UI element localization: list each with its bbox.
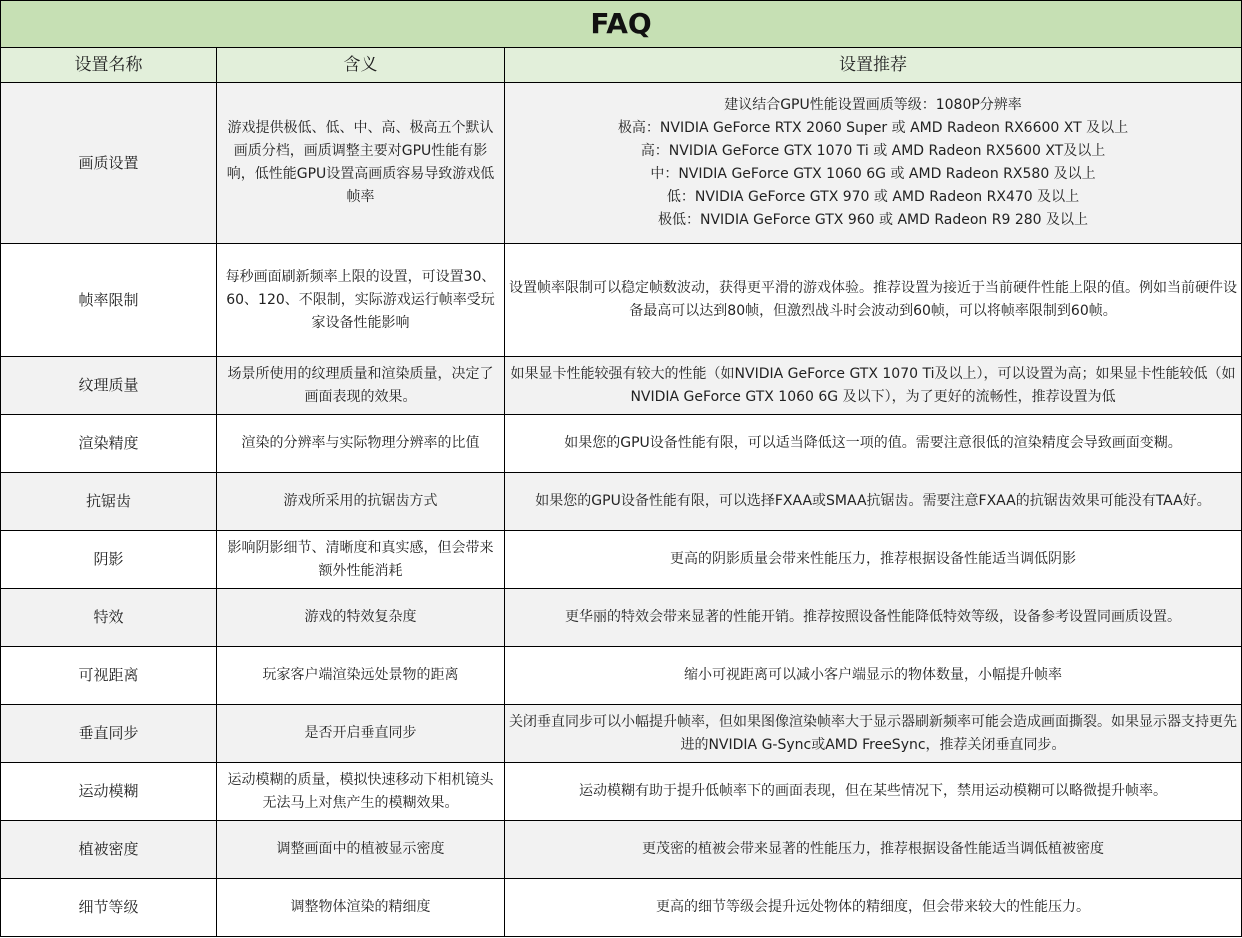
recommendation-line: 极低：NVIDIA GeForce GTX 960 或 AMD Radeon R9 280 及以上 [658, 212, 1089, 228]
recommendation-cell [505, 415, 1242, 473]
recommendation-cell [505, 244, 1242, 357]
recommendation-line: 如果显卡性能较强有较大的性能（如NVIDIA GeForce GTX 1070 Ti及以上），可以设置为高；如果显卡性能较低（如NVIDIA GeForce GTX 1060 6G 及以下），为了更好的流畅性，推荐设置为低 [510, 365, 1236, 405]
meaning-cell: 游戏提供极低、低、中、高、极高五个默认画质分档，画质调整主要对GPU性能有影响，低性能GPU设置高画质容易导致游戏低帧率 [217, 83, 505, 244]
header-meaning: 含义 [217, 48, 505, 83]
recommendation-cell [505, 763, 1242, 821]
setting-name-cell: 纹理质量 [1, 357, 217, 415]
recommendation-cell [505, 589, 1242, 647]
recommendation-line: 建议结合GPU性能设置画质等级：1080P分辨率 [724, 97, 1022, 113]
recommendation-cell [505, 647, 1242, 705]
recommendation-cell [505, 821, 1242, 879]
recommendation-line: 更高的阴影质量会带来性能压力，推荐根据设备性能适当调低阴影 [670, 551, 1077, 567]
recommendation-line: 运动模糊有助于提升低帧率下的画面表现，但在某些情况下，禁用运动模糊可以略微提升帧率。 [579, 783, 1168, 799]
meaning-cell: 调整画面中的植被显示密度 [217, 821, 505, 879]
recommendation-line: 如果您的GPU设备性能有限，可以选择FXAA或SMAA抗锯齿。需要注意FXAA的抗锯齿效果可能没有TAA好。 [535, 493, 1211, 509]
recommendation-line: 关闭垂直同步可以小幅提升帧率，但如果图像渲染帧率大于显示器刷新频率可能会造成画面撕裂。如果显示器支持更先进的NVIDIA G-Sync或AMD FreeSync，推荐关闭垂直同步。 [509, 713, 1238, 753]
table-row [1, 589, 1242, 647]
setting-name-cell: 阴影 [1, 531, 217, 589]
title-row [1, 1, 1242, 48]
setting-name-cell: 特效 [1, 589, 217, 647]
setting-name-cell: 植被密度 [1, 821, 217, 879]
meaning-cell: 渲染的分辨率与实际物理分辨率的比值 [217, 415, 505, 473]
table-row [1, 705, 1242, 763]
meaning-cell: 游戏的特效复杂度 [217, 589, 505, 647]
meaning-cell: 每秒画面刷新频率上限的设置，可设置30、60、120、不限制，实际游戏运行帧率受玩家设备性能影响 [217, 244, 505, 357]
setting-name-cell: 画质设置 [1, 83, 217, 244]
table-row [1, 763, 1242, 821]
header-recommendation: 设置推荐 [505, 48, 1242, 83]
setting-name-cell: 渲染精度 [1, 415, 217, 473]
recommendation-line: 更华丽的特效会带来显著的性能开销。推荐按照设备性能降低特效等级，设备参考设置同画质设置。 [565, 609, 1182, 625]
meaning-cell: 玩家客户端渲染远处景物的距离 [217, 647, 505, 705]
header-setting-name: 设置名称 [1, 48, 217, 83]
setting-name-cell: 运动模糊 [1, 763, 217, 821]
recommendation-cell [505, 473, 1242, 531]
meaning-cell: 是否开启垂直同步 [217, 705, 505, 763]
table-row [1, 647, 1242, 705]
recommendation-line: 高：NVIDIA GeForce GTX 1070 Ti 或 AMD Radeon RX5600 XT及以上 [640, 143, 1106, 159]
header-row [1, 48, 1242, 83]
table-row [1, 415, 1242, 473]
meaning-cell: 场景所使用的纹理质量和渲染质量，决定了画面表现的效果。 [217, 357, 505, 415]
recommendation-line: 缩小可视距离可以减小客户端显示的物体数量，小幅提升帧率 [684, 667, 1063, 683]
meaning-cell: 影响阴影细节、清晰度和真实感，但会带来额外性能消耗 [217, 531, 505, 589]
setting-name-cell: 可视距离 [1, 647, 217, 705]
recommendation-cell [505, 531, 1242, 589]
table-row [1, 821, 1242, 879]
recommendation-line: 中：NVIDIA GeForce GTX 1060 6G 或 AMD Radeon RX580 及以上 [650, 166, 1096, 182]
table-row [1, 244, 1242, 357]
recommendation-cell [505, 705, 1242, 763]
table-title: FAQ [1, 1, 1242, 48]
recommendation-line: 极高：NVIDIA GeForce RTX 2060 Super 或 AMD Radeon RX6600 XT 及以上 [617, 120, 1129, 136]
setting-name-cell: 垂直同步 [1, 705, 217, 763]
table-row [1, 357, 1242, 415]
table-row [1, 879, 1242, 937]
meaning-cell: 游戏所采用的抗锯齿方式 [217, 473, 505, 531]
recommendation-line: 低：NVIDIA GeForce GTX 970 或 AMD Radeon RX470 及以上 [666, 189, 1080, 205]
recommendation-cell [505, 83, 1242, 244]
meaning-cell: 运动模糊的质量，模拟快速移动下相机镜头无法马上对焦产生的模糊效果。 [217, 763, 505, 821]
recommendation-cell [505, 879, 1242, 937]
recommendation-cell [505, 357, 1242, 415]
meaning-cell: 调整物体渲染的精细度 [217, 879, 505, 937]
setting-name-cell: 帧率限制 [1, 244, 217, 357]
recommendation-line: 更高的细节等级会提升远处物体的精细度，但会带来较大的性能压力。 [656, 899, 1091, 915]
recommendation-line: 设置帧率限制可以稳定帧数波动，获得更平滑的游戏体验。推荐设置为接近于当前硬件性能上限的值。例如当前硬件设备最高可以达到80帧，但激烈战斗时会波动到60帧，可以将帧率限制到60帧。 [509, 280, 1238, 319]
recommendation-line: 更茂密的植被会带来显著的性能压力，推荐根据设备性能适当调低植被密度 [642, 841, 1105, 857]
table-body [1, 83, 1242, 937]
table-row [1, 473, 1242, 531]
setting-name-cell: 抗锯齿 [1, 473, 217, 531]
table-row [1, 531, 1242, 589]
recommendation-line: 如果您的GPU设备性能有限，可以适当降低这一项的值。需要注意很低的渲染精度会导致画面变糊。 [564, 435, 1182, 451]
table-row [1, 83, 1242, 244]
setting-name-cell: 细节等级 [1, 879, 217, 937]
